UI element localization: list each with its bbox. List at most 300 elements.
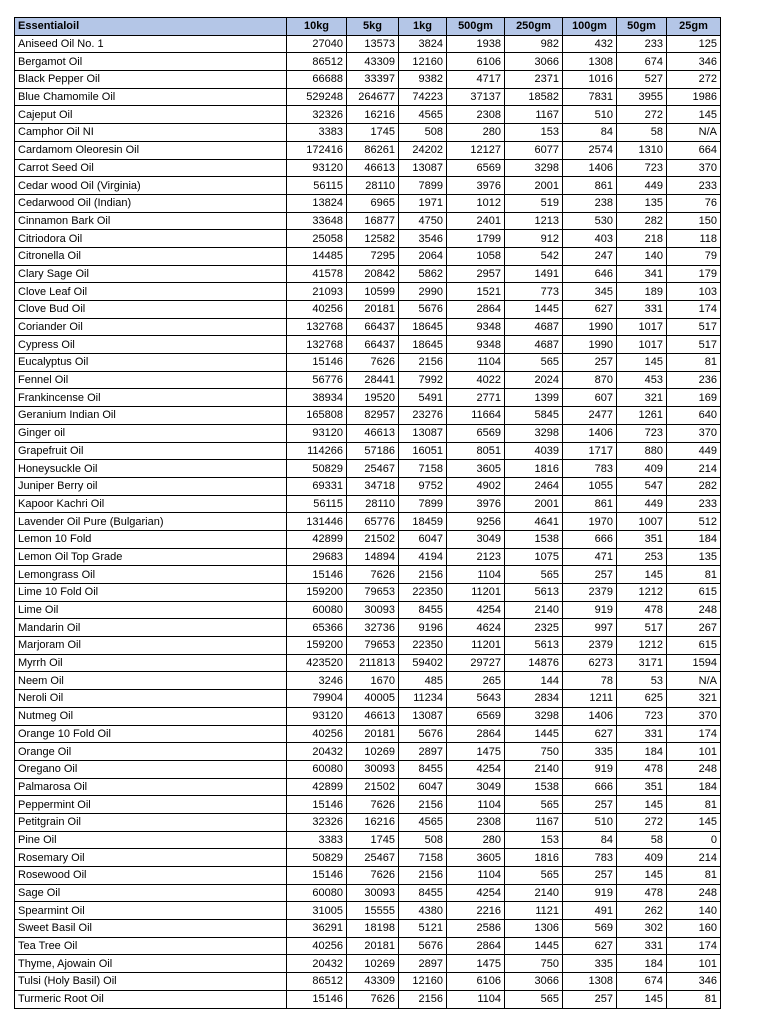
price-cell: 346 xyxy=(667,973,721,991)
oil-name-cell: Clove Leaf Oil xyxy=(15,283,287,301)
price-cell: 15555 xyxy=(347,902,399,920)
price-cell: 1538 xyxy=(505,530,563,548)
price-cell: 2864 xyxy=(447,725,505,743)
oil-name-cell: Cardamom Oleoresin Oil xyxy=(15,141,287,159)
price-cell: 449 xyxy=(667,442,721,460)
price-cell: 664 xyxy=(667,141,721,159)
oil-name-cell: Frankincense Oil xyxy=(15,389,287,407)
price-cell: 7899 xyxy=(399,495,447,513)
price-cell: 1406 xyxy=(563,159,617,177)
price-cell: 25467 xyxy=(347,460,399,478)
price-cell: 1399 xyxy=(505,389,563,407)
price-cell: 4717 xyxy=(447,71,505,89)
price-cell: 7626 xyxy=(347,566,399,584)
price-cell: 30093 xyxy=(347,884,399,902)
oil-name-cell: Geranium Indian Oil xyxy=(15,407,287,425)
price-cell: 370 xyxy=(667,424,721,442)
price-cell: 3605 xyxy=(447,849,505,867)
price-cell: 1670 xyxy=(347,672,399,690)
oil-name-cell: Carrot Seed Oil xyxy=(15,159,287,177)
price-cell: 21502 xyxy=(347,530,399,548)
oil-name-cell: Peppermint Oil xyxy=(15,796,287,814)
price-cell: 86512 xyxy=(287,973,347,991)
oil-name-cell: Fennel Oil xyxy=(15,371,287,389)
oil-name-cell: Rosemary Oil xyxy=(15,849,287,867)
price-cell: 30093 xyxy=(347,601,399,619)
price-cell: 28110 xyxy=(347,495,399,513)
price-cell: 3049 xyxy=(447,530,505,548)
price-cell: 1104 xyxy=(447,867,505,885)
table-row xyxy=(15,71,721,89)
price-cell: 19520 xyxy=(347,389,399,407)
table-row xyxy=(15,141,721,159)
price-cell: 5491 xyxy=(399,389,447,407)
price-cell: 93120 xyxy=(287,424,347,442)
price-cell: 666 xyxy=(563,778,617,796)
table-row xyxy=(15,442,721,460)
price-cell: 1261 xyxy=(617,407,667,425)
price-cell: 1075 xyxy=(505,548,563,566)
price-cell: 31005 xyxy=(287,902,347,920)
price-cell: 3955 xyxy=(617,88,667,106)
price-cell: 2216 xyxy=(447,902,505,920)
price-cell: 529248 xyxy=(287,88,347,106)
price-cell: 40256 xyxy=(287,725,347,743)
price-cell: 22350 xyxy=(399,584,447,602)
price-cell: 20181 xyxy=(347,725,399,743)
price-cell: 565 xyxy=(505,867,563,885)
oil-name-cell: Juniper Berry oil xyxy=(15,477,287,495)
price-cell: 184 xyxy=(617,955,667,973)
price-cell: 1104 xyxy=(447,796,505,814)
price-cell: 861 xyxy=(563,177,617,195)
price-cell: 2140 xyxy=(505,760,563,778)
table-row xyxy=(15,230,721,248)
price-cell: 262 xyxy=(617,902,667,920)
column-header-25gm: 25gm xyxy=(667,18,721,36)
price-cell: 272 xyxy=(617,813,667,831)
price-cell: 12127 xyxy=(447,141,505,159)
price-cell: 1475 xyxy=(447,955,505,973)
oil-name-cell: Turmeric Root Oil xyxy=(15,990,287,1008)
price-cell: 723 xyxy=(617,159,667,177)
oil-name-cell: Palmarosa Oil xyxy=(15,778,287,796)
price-cell: 1211 xyxy=(563,690,617,708)
price-cell: 16877 xyxy=(347,212,399,230)
price-cell: 30093 xyxy=(347,760,399,778)
table-row xyxy=(15,159,721,177)
table-row xyxy=(15,301,721,319)
price-cell: 8051 xyxy=(447,442,505,460)
price-cell: 919 xyxy=(563,601,617,619)
price-cell: 34718 xyxy=(347,477,399,495)
price-cell: 861 xyxy=(563,495,617,513)
table-row xyxy=(15,495,721,513)
oil-name-cell: Sweet Basil Oil xyxy=(15,920,287,938)
price-cell: 2864 xyxy=(447,937,505,955)
table-row xyxy=(15,637,721,655)
table-row xyxy=(15,53,721,71)
price-cell: 20181 xyxy=(347,301,399,319)
price-cell: 33648 xyxy=(287,212,347,230)
price-cell: 321 xyxy=(617,389,667,407)
price-cell: 22350 xyxy=(399,637,447,655)
price-cell: 1104 xyxy=(447,990,505,1008)
price-cell: 2771 xyxy=(447,389,505,407)
oil-name-cell: Cedar wood Oil (Virginia) xyxy=(15,177,287,195)
price-cell: 42899 xyxy=(287,778,347,796)
price-cell: 153 xyxy=(505,124,563,142)
price-cell: 11234 xyxy=(399,690,447,708)
price-cell: 1990 xyxy=(563,336,617,354)
column-header-5kg: 5kg xyxy=(347,18,399,36)
price-cell: 13087 xyxy=(399,424,447,442)
oil-name-cell: Nutmeg Oil xyxy=(15,707,287,725)
price-cell: 27040 xyxy=(287,35,347,53)
price-cell: 46613 xyxy=(347,424,399,442)
price-cell: 491 xyxy=(563,902,617,920)
price-cell: 6077 xyxy=(505,141,563,159)
column-header-50gm: 50gm xyxy=(617,18,667,36)
price-cell: 2156 xyxy=(399,566,447,584)
price-cell: 3066 xyxy=(505,53,563,71)
price-cell: 15146 xyxy=(287,354,347,372)
price-cell: 4254 xyxy=(447,601,505,619)
price-cell: 65776 xyxy=(347,513,399,531)
price-cell: 335 xyxy=(563,955,617,973)
price-cell: 33397 xyxy=(347,71,399,89)
price-cell: 13087 xyxy=(399,159,447,177)
price-cell: 7158 xyxy=(399,849,447,867)
price-cell: 4039 xyxy=(505,442,563,460)
price-cell: 5676 xyxy=(399,301,447,319)
table-row xyxy=(15,265,721,283)
price-cell: 18645 xyxy=(399,336,447,354)
oil-name-cell: Oregano Oil xyxy=(15,760,287,778)
price-cell: 267 xyxy=(667,619,721,637)
oil-name-cell: Cedarwood Oil (Indian) xyxy=(15,194,287,212)
price-cell: 81 xyxy=(667,796,721,814)
price-cell: 1310 xyxy=(617,141,667,159)
price-cell: 1745 xyxy=(347,124,399,142)
price-cell: 189 xyxy=(617,283,667,301)
price-cell: 478 xyxy=(617,884,667,902)
price-cell: 3976 xyxy=(447,177,505,195)
price-cell: 1538 xyxy=(505,778,563,796)
price-cell: 2401 xyxy=(447,212,505,230)
price-cell: 1306 xyxy=(505,920,563,938)
price-cell: 18645 xyxy=(399,318,447,336)
price-cell: 2834 xyxy=(505,690,563,708)
price-cell: 302 xyxy=(617,920,667,938)
price-cell: 2156 xyxy=(399,354,447,372)
price-cell: 14894 xyxy=(347,548,399,566)
price-cell: 20181 xyxy=(347,937,399,955)
price-cell: 2156 xyxy=(399,990,447,1008)
price-cell: 1971 xyxy=(399,194,447,212)
table-row xyxy=(15,212,721,230)
oil-name-cell: Cajeput Oil xyxy=(15,106,287,124)
price-cell: 218 xyxy=(617,230,667,248)
table-row xyxy=(15,318,721,336)
price-cell: 15146 xyxy=(287,796,347,814)
price-cell: 5613 xyxy=(505,584,563,602)
price-cell: 8455 xyxy=(399,884,447,902)
price-cell: 409 xyxy=(617,849,667,867)
price-cell: 20842 xyxy=(347,265,399,283)
price-cell: 8455 xyxy=(399,601,447,619)
price-cell: 2024 xyxy=(505,371,563,389)
table-row xyxy=(15,124,721,142)
price-cell: 982 xyxy=(505,35,563,53)
price-cell: 56776 xyxy=(287,371,347,389)
price-cell: 53 xyxy=(617,672,667,690)
price-cell: 341 xyxy=(617,265,667,283)
price-cell: 7626 xyxy=(347,796,399,814)
table-row xyxy=(15,867,721,885)
price-cell: 2864 xyxy=(447,301,505,319)
price-cell: 1167 xyxy=(505,813,563,831)
price-cell: 5613 xyxy=(505,637,563,655)
price-cell: 4687 xyxy=(505,318,563,336)
price-cell: 2379 xyxy=(563,637,617,655)
price-cell: 615 xyxy=(667,637,721,655)
price-cell: 9256 xyxy=(447,513,505,531)
price-cell: 59402 xyxy=(399,654,447,672)
table-row xyxy=(15,283,721,301)
price-cell: 257 xyxy=(563,867,617,885)
price-cell: 18198 xyxy=(347,920,399,938)
price-cell: 346 xyxy=(667,53,721,71)
oil-name-cell: Lime Oil xyxy=(15,601,287,619)
oil-name-cell: Coriander Oil xyxy=(15,318,287,336)
price-cell: 6047 xyxy=(399,778,447,796)
price-cell: 78 xyxy=(563,672,617,690)
price-cell: 6569 xyxy=(447,424,505,442)
price-cell: 335 xyxy=(563,743,617,761)
table-row xyxy=(15,371,721,389)
price-cell: 1816 xyxy=(505,849,563,867)
price-cell: 16051 xyxy=(399,442,447,460)
price-cell: 351 xyxy=(617,530,667,548)
column-header-500gm: 500gm xyxy=(447,18,505,36)
price-cell: 248 xyxy=(667,760,721,778)
price-cell: 66437 xyxy=(347,318,399,336)
price-cell: 86261 xyxy=(347,141,399,159)
price-cell: 10599 xyxy=(347,283,399,301)
price-cell: 174 xyxy=(667,725,721,743)
price-cell: 1007 xyxy=(617,513,667,531)
price-cell: 82957 xyxy=(347,407,399,425)
price-cell: 2123 xyxy=(447,548,505,566)
price-cell: 125 xyxy=(667,35,721,53)
essential-oil-price-table xyxy=(14,17,721,1009)
price-cell: 165808 xyxy=(287,407,347,425)
price-cell: 28441 xyxy=(347,371,399,389)
price-cell: 517 xyxy=(667,336,721,354)
price-cell: 184 xyxy=(617,743,667,761)
price-cell: 1986 xyxy=(667,88,721,106)
price-cell: 29727 xyxy=(447,654,505,672)
table-row xyxy=(15,88,721,106)
table-row xyxy=(15,601,721,619)
price-cell: 56115 xyxy=(287,177,347,195)
price-cell: 9348 xyxy=(447,336,505,354)
price-cell: 3546 xyxy=(399,230,447,248)
price-cell: 160 xyxy=(667,920,721,938)
table-row xyxy=(15,354,721,372)
table-row xyxy=(15,743,721,761)
price-cell: 2001 xyxy=(505,177,563,195)
price-cell: 565 xyxy=(505,796,563,814)
price-cell: 627 xyxy=(563,937,617,955)
price-cell: 20432 xyxy=(287,743,347,761)
price-cell: 7992 xyxy=(399,371,447,389)
price-cell: 114266 xyxy=(287,442,347,460)
price-cell: 3824 xyxy=(399,35,447,53)
oil-name-cell: Tulsi (Holy Basil) Oil xyxy=(15,973,287,991)
price-cell: 101 xyxy=(667,955,721,973)
price-cell: 264677 xyxy=(347,88,399,106)
price-cell: 233 xyxy=(617,35,667,53)
price-cell: 7626 xyxy=(347,990,399,1008)
price-cell: 280 xyxy=(447,124,505,142)
price-cell: 1055 xyxy=(563,477,617,495)
price-cell: 25058 xyxy=(287,230,347,248)
price-cell: 723 xyxy=(617,707,667,725)
price-cell: 32326 xyxy=(287,813,347,831)
price-cell: 16216 xyxy=(347,813,399,831)
price-cell: 79653 xyxy=(347,584,399,602)
price-cell: 6965 xyxy=(347,194,399,212)
price-cell: 81 xyxy=(667,354,721,372)
price-cell: 74223 xyxy=(399,88,447,106)
table-row xyxy=(15,654,721,672)
price-cell: 140 xyxy=(617,247,667,265)
price-cell: 919 xyxy=(563,760,617,778)
price-cell: 880 xyxy=(617,442,667,460)
oil-name-cell: Pine Oil xyxy=(15,831,287,849)
price-cell: 0 xyxy=(667,831,721,849)
oil-name-cell: Cinnamon Bark Oil xyxy=(15,212,287,230)
table-row xyxy=(15,725,721,743)
price-cell: 4254 xyxy=(447,884,505,902)
price-cell: 272 xyxy=(617,106,667,124)
price-cell: 140 xyxy=(667,902,721,920)
price-cell: 1308 xyxy=(563,973,617,991)
price-cell: 169 xyxy=(667,389,721,407)
price-cell: 172416 xyxy=(287,141,347,159)
oil-name-cell: Cypress Oil xyxy=(15,336,287,354)
price-cell: 2897 xyxy=(399,955,447,973)
price-cell: 997 xyxy=(563,619,617,637)
price-cell: 50829 xyxy=(287,849,347,867)
price-cell: 7626 xyxy=(347,867,399,885)
price-cell: 519 xyxy=(505,194,563,212)
price-cell: 5121 xyxy=(399,920,447,938)
price-cell: 517 xyxy=(617,619,667,637)
price-cell: 1970 xyxy=(563,513,617,531)
price-cell: 248 xyxy=(667,601,721,619)
price-cell: 750 xyxy=(505,955,563,973)
price-cell: 81 xyxy=(667,990,721,1008)
price-cell: 432 xyxy=(563,35,617,53)
price-cell: 3383 xyxy=(287,831,347,849)
price-cell: 145 xyxy=(617,566,667,584)
oil-name-cell: Bergamot Oil xyxy=(15,53,287,71)
oil-name-cell: Lemon 10 Fold xyxy=(15,530,287,548)
price-cell: 453 xyxy=(617,371,667,389)
price-cell: 1717 xyxy=(563,442,617,460)
price-cell: 750 xyxy=(505,743,563,761)
price-cell: 4902 xyxy=(447,477,505,495)
price-cell: 512 xyxy=(667,513,721,531)
price-cell: N/A xyxy=(667,672,721,690)
price-cell: 4380 xyxy=(399,902,447,920)
oil-name-cell: Citronella Oil xyxy=(15,247,287,265)
column-header-250gm: 250gm xyxy=(505,18,563,36)
table-row xyxy=(15,902,721,920)
price-cell: 870 xyxy=(563,371,617,389)
price-cell: 2140 xyxy=(505,884,563,902)
table-row xyxy=(15,920,721,938)
table-row xyxy=(15,424,721,442)
table-row xyxy=(15,566,721,584)
price-cell: 919 xyxy=(563,884,617,902)
price-cell: 174 xyxy=(667,301,721,319)
table-row xyxy=(15,690,721,708)
table-header xyxy=(15,18,721,36)
price-cell: 40256 xyxy=(287,937,347,955)
price-cell: 1016 xyxy=(563,71,617,89)
oil-name-cell: Lemongrass Oil xyxy=(15,566,287,584)
price-cell: 1594 xyxy=(667,654,721,672)
price-cell: 93120 xyxy=(287,159,347,177)
price-cell: 1521 xyxy=(447,283,505,301)
price-cell: 132768 xyxy=(287,318,347,336)
price-cell: 1121 xyxy=(505,902,563,920)
price-cell: 1445 xyxy=(505,301,563,319)
price-cell: 32326 xyxy=(287,106,347,124)
table-row xyxy=(15,619,721,637)
price-cell: 282 xyxy=(667,477,721,495)
table-row xyxy=(15,35,721,53)
price-cell: 46613 xyxy=(347,707,399,725)
price-cell: 81 xyxy=(667,867,721,885)
price-cell: 37137 xyxy=(447,88,505,106)
price-cell: 265 xyxy=(447,672,505,690)
table-row xyxy=(15,513,721,531)
oil-name-cell: Lavender Oil Pure (Bulgarian) xyxy=(15,513,287,531)
price-cell: 132768 xyxy=(287,336,347,354)
price-cell: 3171 xyxy=(617,654,667,672)
price-cell: 331 xyxy=(617,937,667,955)
price-cell: 565 xyxy=(505,566,563,584)
price-cell: 6047 xyxy=(399,530,447,548)
price-cell: 1104 xyxy=(447,354,505,372)
price-cell: 9382 xyxy=(399,71,447,89)
price-cell: 1445 xyxy=(505,725,563,743)
price-cell: 1017 xyxy=(617,336,667,354)
price-cell: 60080 xyxy=(287,601,347,619)
price-cell: 76 xyxy=(667,194,721,212)
price-cell: 257 xyxy=(563,566,617,584)
price-cell: 1213 xyxy=(505,212,563,230)
price-cell: 4565 xyxy=(399,813,447,831)
oil-name-cell: Petitgrain Oil xyxy=(15,813,287,831)
price-cell: 409 xyxy=(617,460,667,478)
price-cell: 38934 xyxy=(287,389,347,407)
